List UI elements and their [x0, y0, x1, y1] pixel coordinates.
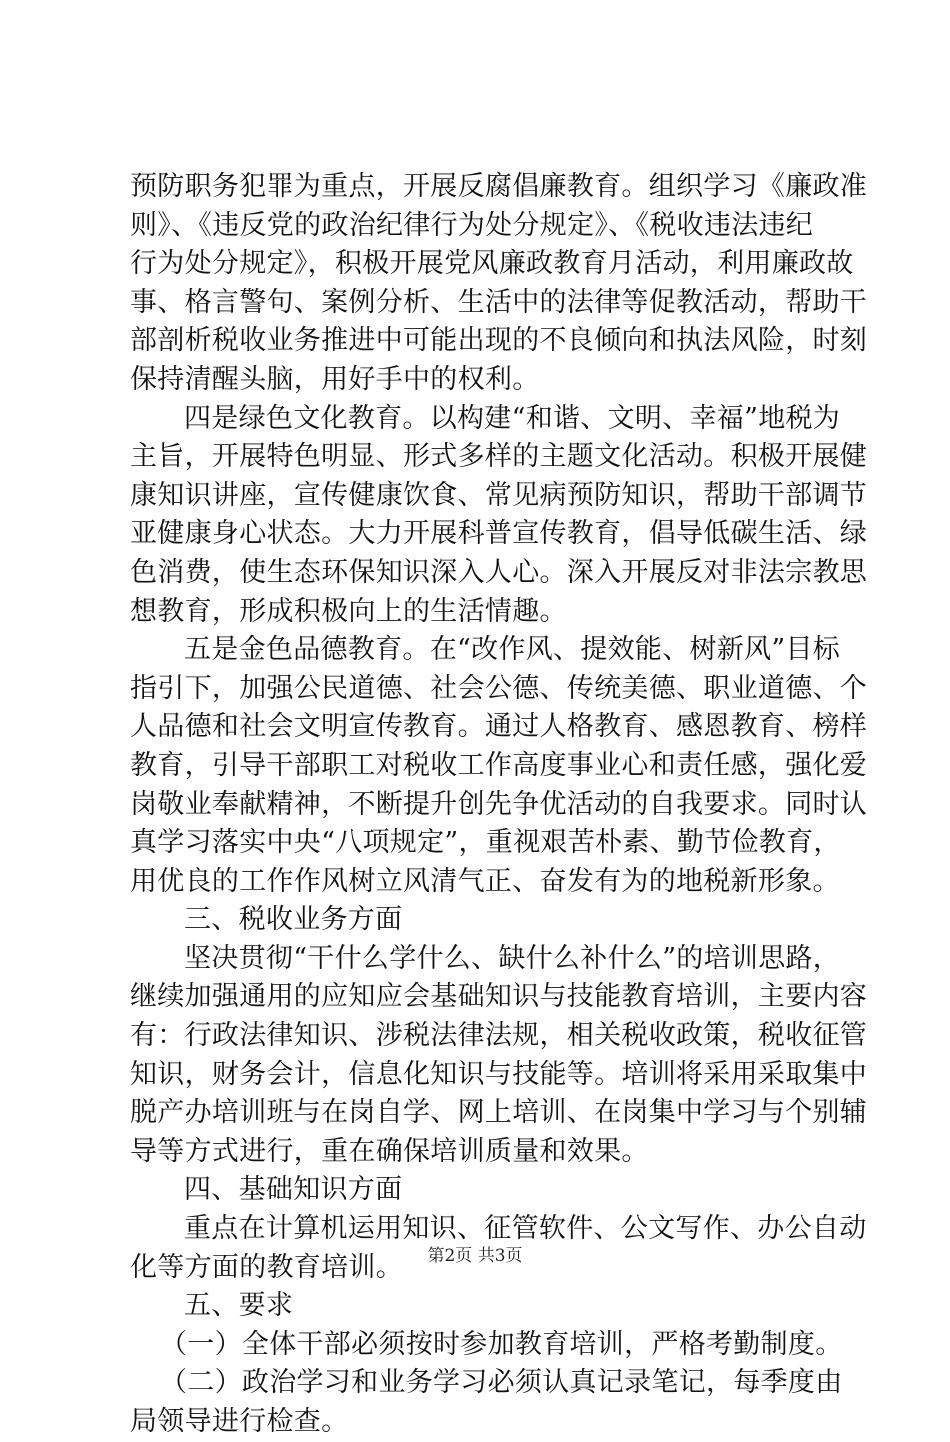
text-line: 人品德和社会文明宣传教育。通过人格教育、感恩教育、榜样: [130, 711, 868, 743]
paragraph-start-line: 重点在计算机运用知识、征管软件、公文写作、办公自动: [184, 1213, 867, 1245]
text-line: 知识，财务会计，信息化知识与技能等。培训将采用采取集中: [130, 1058, 868, 1090]
paragraph-start-line: 坚决贯彻“干什么学什么、缺什么补什么”的培训思路，: [184, 942, 841, 974]
text-line: 行为处分规定》，积极开展党风廉政教育月活动，利用廉政故: [130, 248, 854, 280]
requirement-item: （一）全体干部必须按时参加教育培训，严格考勤制度。: [160, 1328, 843, 1360]
text-line: 有：行政法律知识、涉税法律法规，相关税收政策，税收征管: [130, 1020, 868, 1052]
text-line: 导等方式进行，重在确保培训质量和效果。: [130, 1135, 649, 1167]
text-line: 脱产办培训班与在岗自学、网上培训、在岗集中学习与个别辅: [130, 1097, 868, 1129]
text-line: 化等方面的教育培训。: [130, 1251, 403, 1283]
text-line: 局领导进行检查。: [130, 1406, 349, 1437]
text-line: 用优良的工作作风树立风清气正、奋发有为的地税新形象。: [130, 865, 840, 897]
section-heading: 五、要求: [184, 1290, 294, 1322]
text-line: 保持清醒头脑，用好手中的权利。: [130, 363, 540, 395]
section-heading: 四、基础知识方面: [184, 1174, 403, 1206]
text-line: 事、格言警句、案例分析、生活中的法律等促教活动，帮助干: [130, 286, 868, 318]
text-line: 则》、《违反党的政治纪律行为处分规定》、《税收违法违纪: [130, 209, 814, 241]
text-line: 岗敬业奉献精神，不断提升创先争优活动的自我要求。同时认: [130, 788, 868, 820]
page-footer: 第2页 共3页: [427, 1246, 523, 1266]
section-heading: 三、税收业务方面: [184, 904, 403, 936]
text-line: 亚健康身心状态。大力开展科普宣传教育，倡导低碳生活、绿: [130, 518, 868, 550]
text-line: 部剖析税收业务推进中可能出现的不良倾向和执法风险，时刻: [130, 325, 868, 357]
text-line: 主旨，开展特色明显、形式多样的主题文化活动。积极开展健: [130, 441, 868, 473]
text-line: 继续加强通用的应知应会基础知识与技能教育培训，主要内容: [130, 981, 868, 1013]
text-line: 教育，引导干部职工对税收工作高度事业心和责任感，强化爱: [130, 749, 868, 781]
text-line: 色消费，使生态环保知识深入人心。深入开展反对非法宗教思: [130, 556, 868, 588]
paragraph-start-line: 四是绿色文化教育。以构建“和谐、文明、幸福”地税为: [184, 402, 841, 434]
text-line: 想教育，形成积极向上的生活情趣。: [130, 595, 567, 627]
paragraph-start-line: 五是金色品德教育。在“改作风、提效能、树新风”目标: [184, 634, 841, 666]
text-line: 预防职务犯罪为重点，开展反腐倡廉教育。组织学习《廉政准: [130, 171, 868, 202]
text-line: 康知识讲座，宣传健康饮食、常见病预防知识，帮助干部调节: [130, 479, 868, 511]
requirement-item: （二）政治学习和业务学习必须认真记录笔记，每季度由: [160, 1367, 843, 1399]
text-line: 指引下，加强公民道德、社会公德、传统美德、职业道德、个: [130, 672, 868, 704]
text-line: 真学习落实中央“八项规定”，重视艰苦朴素、勤节俭教育，: [130, 827, 841, 859]
